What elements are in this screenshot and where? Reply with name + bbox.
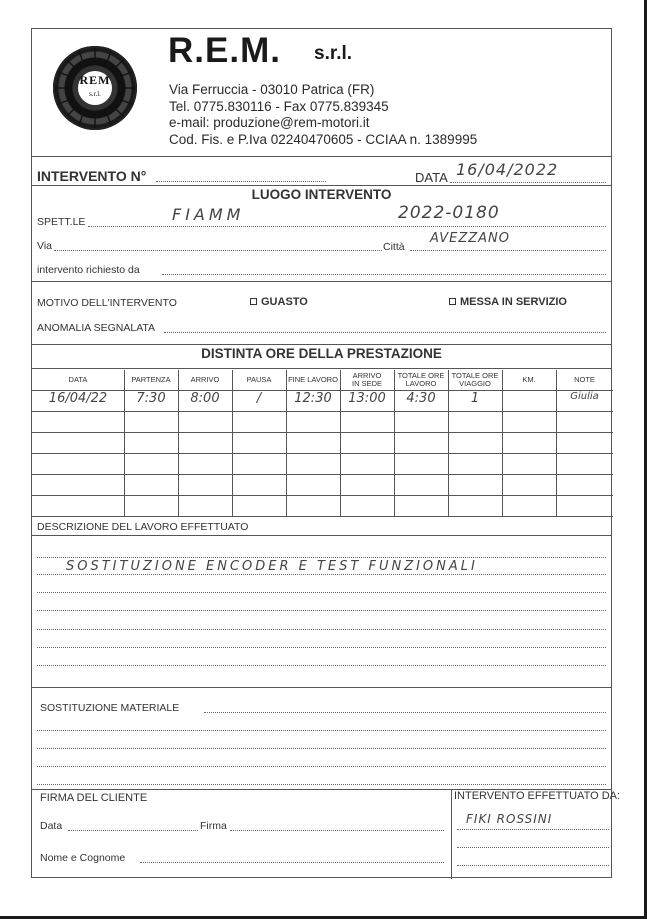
nome-cognome-label: Nome e Cognome xyxy=(40,852,126,864)
citta-field[interactable] xyxy=(410,250,606,251)
divider xyxy=(32,344,611,345)
column-header: DATA xyxy=(68,375,88,384)
anomalia-field[interactable] xyxy=(164,332,606,333)
table-cell[interactable]: / xyxy=(256,391,262,406)
column-header: FINE LAVORO xyxy=(288,375,338,384)
spett-field[interactable] xyxy=(88,226,606,227)
luogo-section-title: LUOGO INTERVENTO xyxy=(251,187,392,202)
via-field[interactable] xyxy=(54,250,382,251)
descrizione-line[interactable] xyxy=(37,574,606,575)
sostituzione-line[interactable] xyxy=(37,748,606,749)
company-phone: Tel. 0775.830116 - Fax 0775.839345 xyxy=(169,99,389,114)
table-cell[interactable]: Giulia xyxy=(570,391,599,402)
column-header: PARTENZA xyxy=(131,375,171,384)
sostituzione-label: SOSTITUZIONE MATERIALE xyxy=(40,702,180,714)
citta-value: AVEZZANO xyxy=(430,231,511,246)
nome-cognome-field[interactable] xyxy=(140,862,444,863)
company-name: R.E.M. xyxy=(168,31,281,70)
descrizione-line[interactable] xyxy=(37,610,606,611)
footer-divider xyxy=(451,789,452,879)
table-cell[interactable]: 1 xyxy=(470,391,480,406)
column-header: PAUSA xyxy=(246,375,272,384)
company-logo xyxy=(53,46,137,130)
divider xyxy=(32,185,611,186)
intervention-form xyxy=(31,28,621,878)
column-header: TOTALE ORE VIAGGIO xyxy=(451,371,499,388)
via-label: Via xyxy=(37,240,52,252)
date-field[interactable] xyxy=(450,182,606,183)
anomalia-label: ANOMALIA SEGNALATA xyxy=(37,322,156,334)
reference-code: 2022-0180 xyxy=(398,203,500,223)
footer-date-label: Data xyxy=(40,820,63,832)
spett-label: SPETT.LE xyxy=(37,216,86,228)
effettuato-line-3[interactable] xyxy=(457,865,609,866)
date-label: DATA xyxy=(415,170,448,185)
guasto-checkbox[interactable] xyxy=(250,298,257,305)
messa-option[interactable] xyxy=(449,296,567,308)
descrizione-value: SOSTITUZIONE ENCODER E TEST FUNZIONALI xyxy=(66,559,478,574)
citta-label: Città xyxy=(383,241,405,253)
company-email: e-mail: produzione@rem-motori.it xyxy=(169,115,370,130)
divider xyxy=(32,368,611,369)
effettuato-value: FIKI ROSSINI xyxy=(466,812,553,826)
firma-cliente-label: FIRMA DEL CLIENTE xyxy=(40,792,148,804)
sostituzione-line[interactable] xyxy=(37,784,606,785)
table-cell[interactable]: 4:30 xyxy=(406,391,436,406)
spett-value: FIAMM xyxy=(172,205,245,224)
sostituzione-field[interactable] xyxy=(204,712,606,713)
intervento-number-field[interactable] xyxy=(156,181,326,182)
divider xyxy=(32,687,611,688)
logo-gear-icon xyxy=(53,46,137,130)
company-tax-info: Cod. Fis. e P.Iva 02240470605 - CCIAA n. 1389995 xyxy=(169,132,478,147)
descrizione-line[interactable] xyxy=(37,629,606,630)
guasto-option[interactable] xyxy=(250,296,308,308)
divider xyxy=(32,281,611,282)
table-cell[interactable]: 7:30 xyxy=(136,391,166,406)
table-row-line xyxy=(32,453,613,454)
column-header: TOTALE ORE LAVORO xyxy=(397,371,445,388)
firma-field[interactable] xyxy=(230,830,444,831)
descrizione-label: DESCRIZIONE DEL LAVORO EFFETTUATO xyxy=(37,521,249,533)
descrizione-line[interactable] xyxy=(37,665,606,666)
divider xyxy=(32,535,611,536)
intervento-number-label: INTERVENTO N° xyxy=(37,168,147,184)
descrizione-line[interactable] xyxy=(37,592,606,593)
table-cell[interactable]: 12:30 xyxy=(294,391,332,406)
richiesto-label: intervento richiesto da xyxy=(37,264,140,276)
table-cell[interactable]: 16/04/22 xyxy=(48,391,108,406)
column-header: NOTE xyxy=(574,375,595,384)
motivo-label: MOTIVO DELL'INTERVENTO xyxy=(37,297,177,309)
richiesto-field[interactable] xyxy=(162,274,606,275)
company-address: Via Ferruccia - 03010 Patrica (FR) xyxy=(169,82,375,97)
table-cell[interactable]: 8:00 xyxy=(190,391,220,406)
effettuato-line-2[interactable] xyxy=(457,847,609,848)
sostituzione-line[interactable] xyxy=(37,766,606,767)
company-suffix: s.r.l. xyxy=(314,43,353,64)
descrizione-line[interactable] xyxy=(37,557,606,558)
distinta-section-title: DISTINTA ORE DELLA PRESTAZIONE xyxy=(201,346,442,361)
column-header: ARRIVO xyxy=(190,375,220,384)
column-header: KM. xyxy=(522,375,536,384)
footer-date-field[interactable] xyxy=(68,830,198,831)
table-cell[interactable]: 13:00 xyxy=(348,391,386,406)
messa-checkbox[interactable] xyxy=(449,298,456,305)
firma-label: Firma xyxy=(200,820,227,832)
guasto-label: GUASTO xyxy=(261,296,308,308)
logo-text: REM xyxy=(79,73,111,87)
table-row-line xyxy=(32,411,613,412)
divider xyxy=(32,156,611,157)
column-header: ARRIVO IN SEDE xyxy=(351,371,382,388)
sostituzione-line[interactable] xyxy=(37,730,606,731)
effettuato-label: INTERVENTO EFFETTUATO DA: xyxy=(454,790,621,802)
effettuato-line-1[interactable] xyxy=(457,829,609,830)
date-value: 16/04/2022 xyxy=(456,160,559,179)
table-row-line xyxy=(32,474,613,475)
descrizione-line[interactable] xyxy=(37,647,606,648)
table-row-line xyxy=(32,432,613,433)
divider xyxy=(32,516,611,517)
logo-subtext: s.r.l. xyxy=(89,90,101,98)
messa-label: MESSA IN SERVIZIO xyxy=(460,296,567,308)
table-row-line xyxy=(32,495,613,496)
